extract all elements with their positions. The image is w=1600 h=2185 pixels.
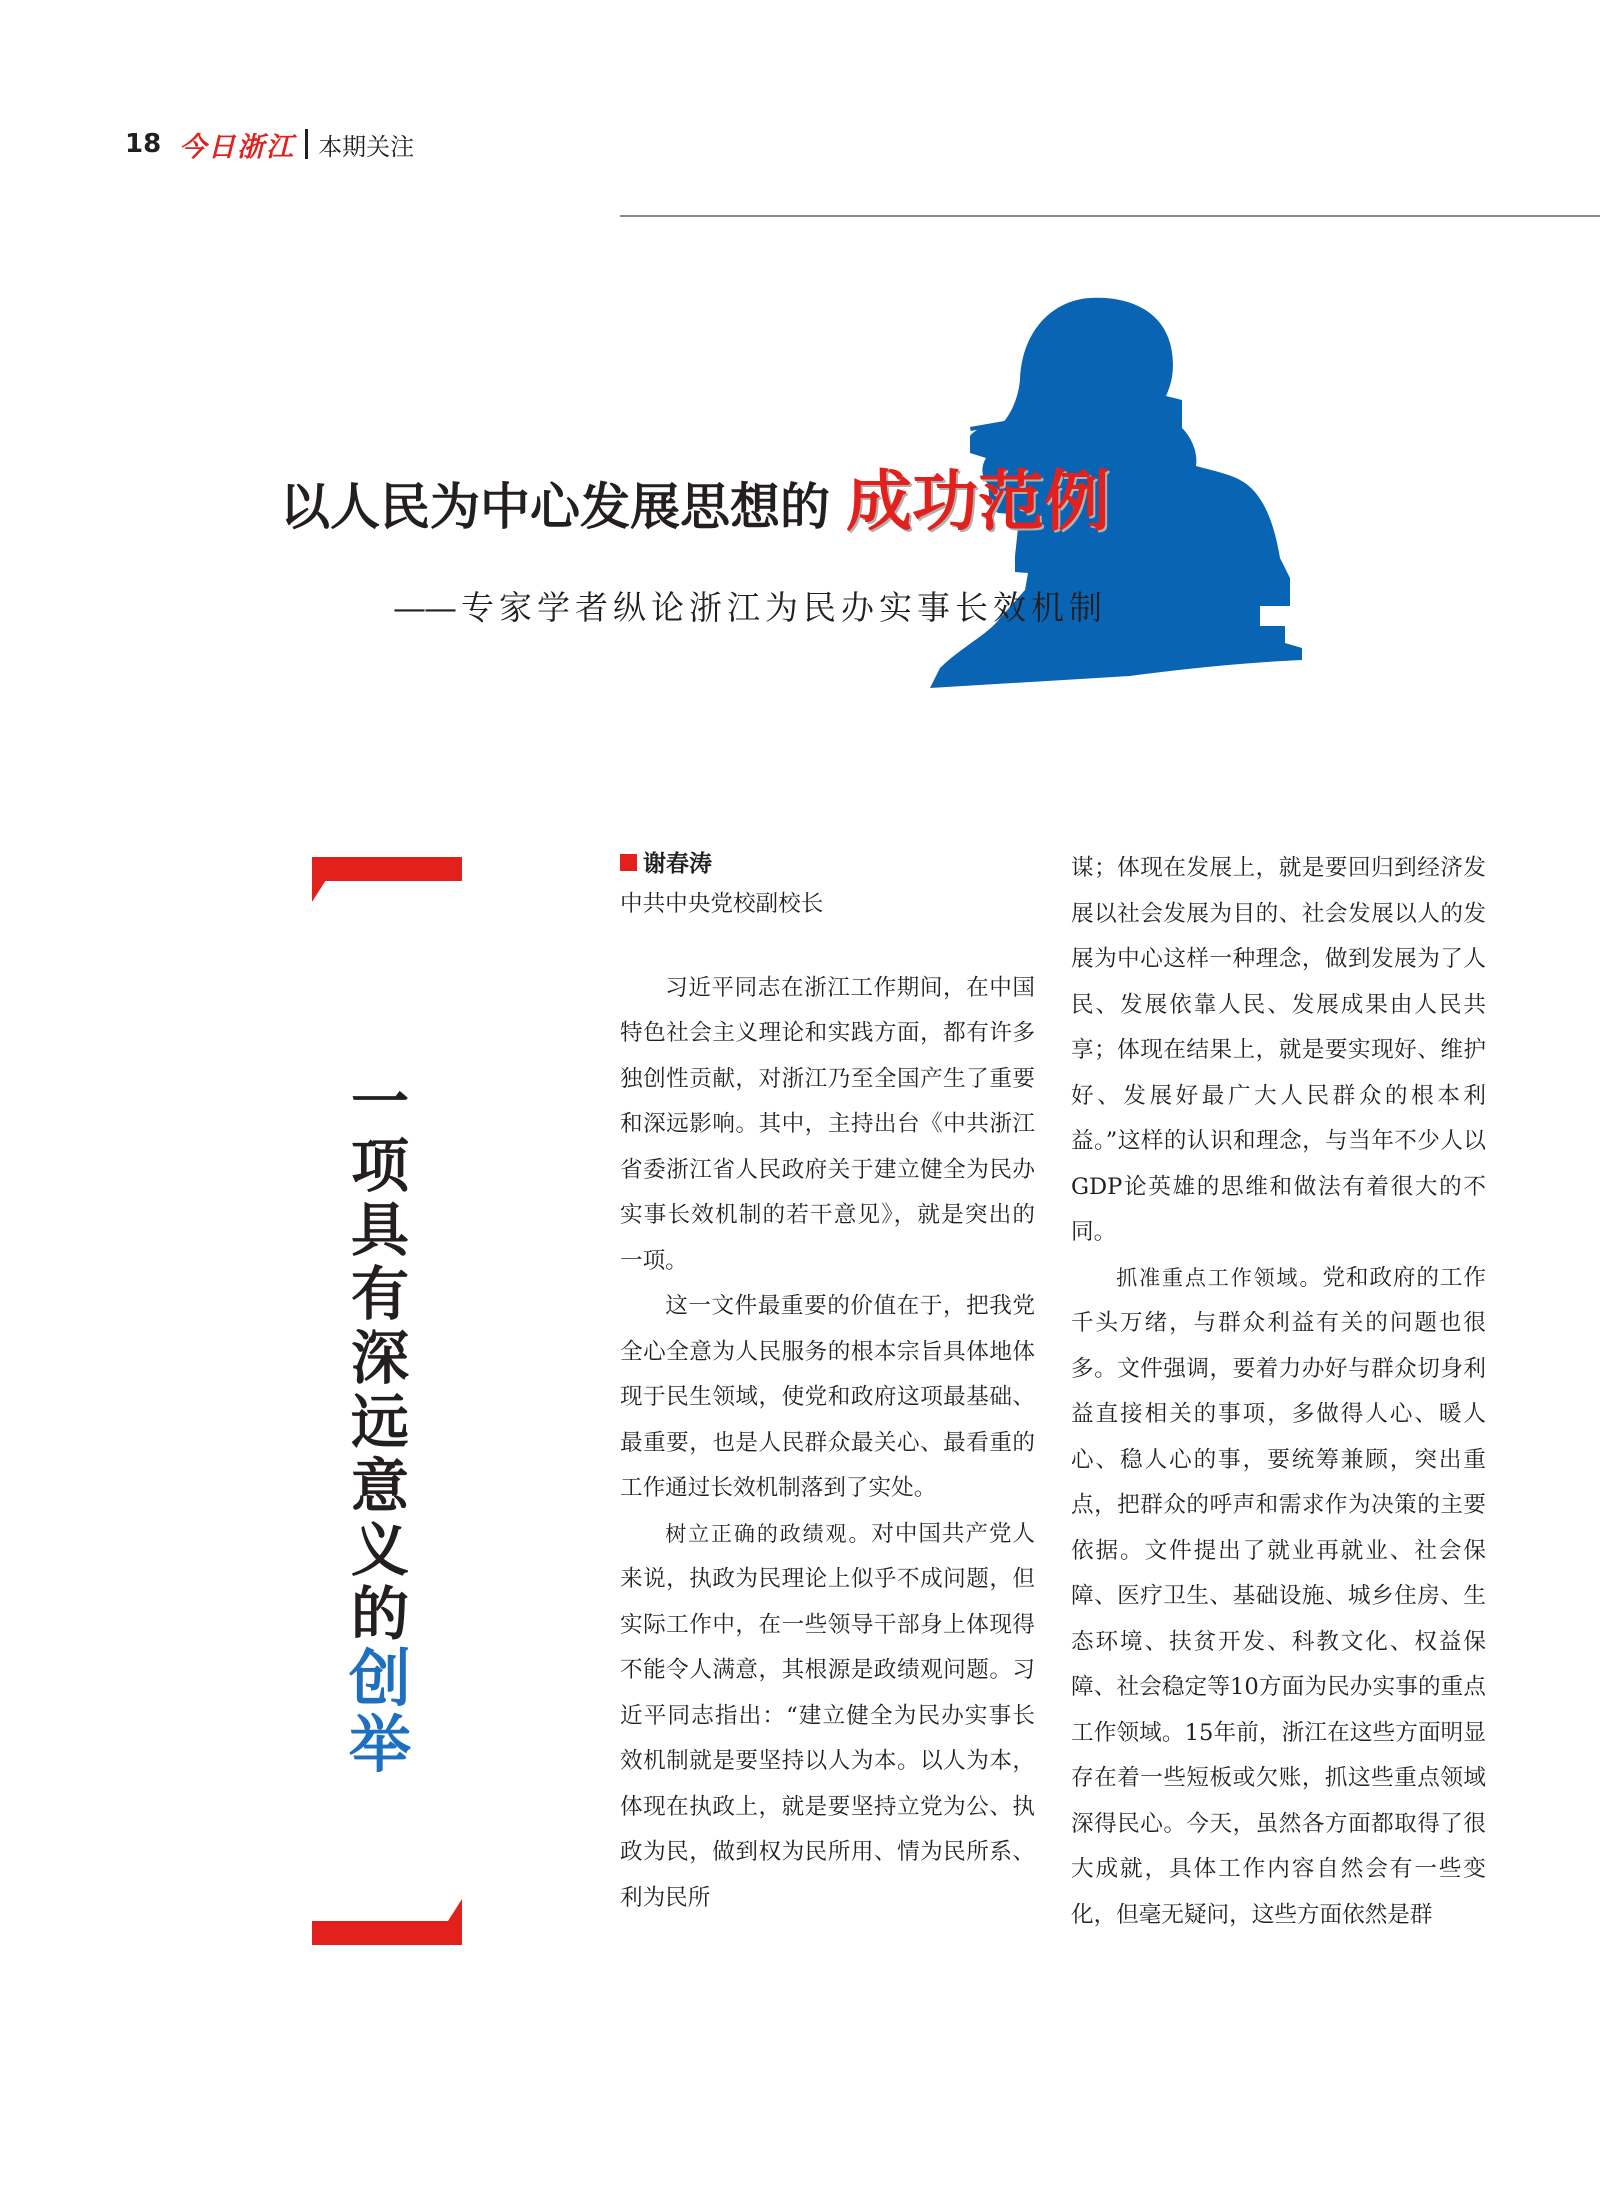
page-number: 18 bbox=[125, 129, 162, 159]
author-name: 谢春涛 bbox=[643, 851, 712, 877]
paragraph bbox=[620, 1512, 1035, 1922]
red-bracket-top bbox=[312, 857, 462, 881]
title-main: 以人民为中心发展思想的 bbox=[280, 478, 830, 536]
section-name: 本期关注 bbox=[318, 132, 415, 161]
side-title-char: 的 bbox=[350, 1580, 409, 1648]
paragraph: 这一文件最重要的价值在于，把我党全心全意为人民服务的根本宗旨具体地体现于民生领域，使党和政府这项最基础、最重要，也是人民群众最关心、最看重的工作通过长效机制落到了实处。 bbox=[620, 1293, 1035, 1501]
author-byline bbox=[620, 846, 1035, 882]
subtitle-dash: —— bbox=[393, 588, 455, 627]
side-title-char: 一 bbox=[350, 1068, 409, 1136]
paragraph bbox=[1071, 1256, 1486, 1939]
paragraph-text: 对中国共产党人来说，执政为民理论上似乎不成问题，但实际工作中，在一些领导干部身上体现得不能令人满意，其根源是政绩观问题。习近平同志指出：“建立健全为民办实事长效机制就是要坚持以人为本。以人为本，体现在执政上，就是要坚持立党为公、执政为民，做到权为民所用、情为民所系、利为民所 bbox=[620, 1520, 1036, 1911]
article-title bbox=[280, 448, 1110, 543]
side-title-char: 有 bbox=[350, 1260, 409, 1328]
page-header bbox=[125, 126, 414, 162]
paragraph: 习近平同志在浙江工作期间，在中国特色社会主义理论和实践方面，都有许多独创性贡献，对浙江乃至全国产生了重要和深远影响。其中，主持出台《中共浙江省委浙江省人民政府关于建立健全为民办实事长效机制的若干意见》，就是突出的一项。 bbox=[620, 974, 1035, 1274]
side-title-highlight-char: 创 bbox=[348, 1642, 411, 1715]
top-rule bbox=[620, 215, 1600, 217]
header-divider bbox=[305, 129, 308, 159]
paragraph-text: 党和政府的工作千头万绪，与群众利益有关的问题也很多。文件强调，要着力办好与群众切身利益直接相关的事项，多做得人心、暖人心、稳人心的事，要统筹兼顾，突出重点，把群众的呼声和需求作为决策的主要依据。文件提出了就业再就业、社会保障、医疗卫生、基础设施、城乡住房、生态环境、扶贫开发、科教文化、权益保障、社会稳定等10方面为民办实事的重点工作领域。15年前，浙江在这些方面明显存在着一些短板或欠账，抓这些重点领域深得民心。今天，虽然各方面都取得了很大成就，具体工作内容自然会有一些变化，但毫无疑问，这些方面依然是群 bbox=[1071, 1264, 1487, 1928]
red-bracket-top-tick bbox=[312, 880, 326, 902]
side-title-vertical bbox=[345, 1068, 415, 1781]
side-title-char: 具 bbox=[350, 1196, 409, 1264]
side-title-char: 义 bbox=[350, 1516, 409, 1584]
title-highlight: 成功范例 bbox=[846, 463, 1110, 540]
side-title-char: 深 bbox=[350, 1324, 409, 1392]
article-subtitle bbox=[393, 582, 1107, 629]
author-position: 中共中央党校副校长 bbox=[620, 891, 824, 917]
side-title-char: 项 bbox=[350, 1132, 409, 1200]
magazine-logo: 今日浙江 bbox=[179, 131, 296, 163]
paragraph-keyword: 抓准重点工作领域。 bbox=[1116, 1265, 1323, 1290]
article-column-2 bbox=[1071, 846, 1486, 1938]
red-bracket-bottom bbox=[312, 1921, 462, 1945]
side-title-char: 远 bbox=[350, 1388, 409, 1456]
article-column-1 bbox=[620, 846, 1035, 1921]
byline-square-icon bbox=[620, 854, 637, 871]
paragraph-keyword: 树立正确的政绩观。 bbox=[665, 1521, 872, 1546]
side-title-highlight-char: 举 bbox=[348, 1708, 411, 1781]
red-bracket-bottom-tick bbox=[448, 1899, 462, 1921]
paragraph: 谋；体现在发展上，就是要回归到经济发展以社会发展为目的、社会发展以人的发展为中心这样一种理念，做到发展为了人民、发展依靠人民、发展成果由人民共享；体现在结果上，就是要实现好、维护好、发展好最广大人民群众的根本利益。”这样的认识和理念，与当年不少人以GDP论英雄的思维和做法有着很大的不同。 bbox=[1071, 855, 1486, 1245]
byline-spacer bbox=[620, 928, 1035, 966]
side-title-char: 意 bbox=[350, 1452, 409, 1520]
subtitle-text: 专家学者纵论浙江为民办实事长效机制 bbox=[461, 588, 1107, 627]
